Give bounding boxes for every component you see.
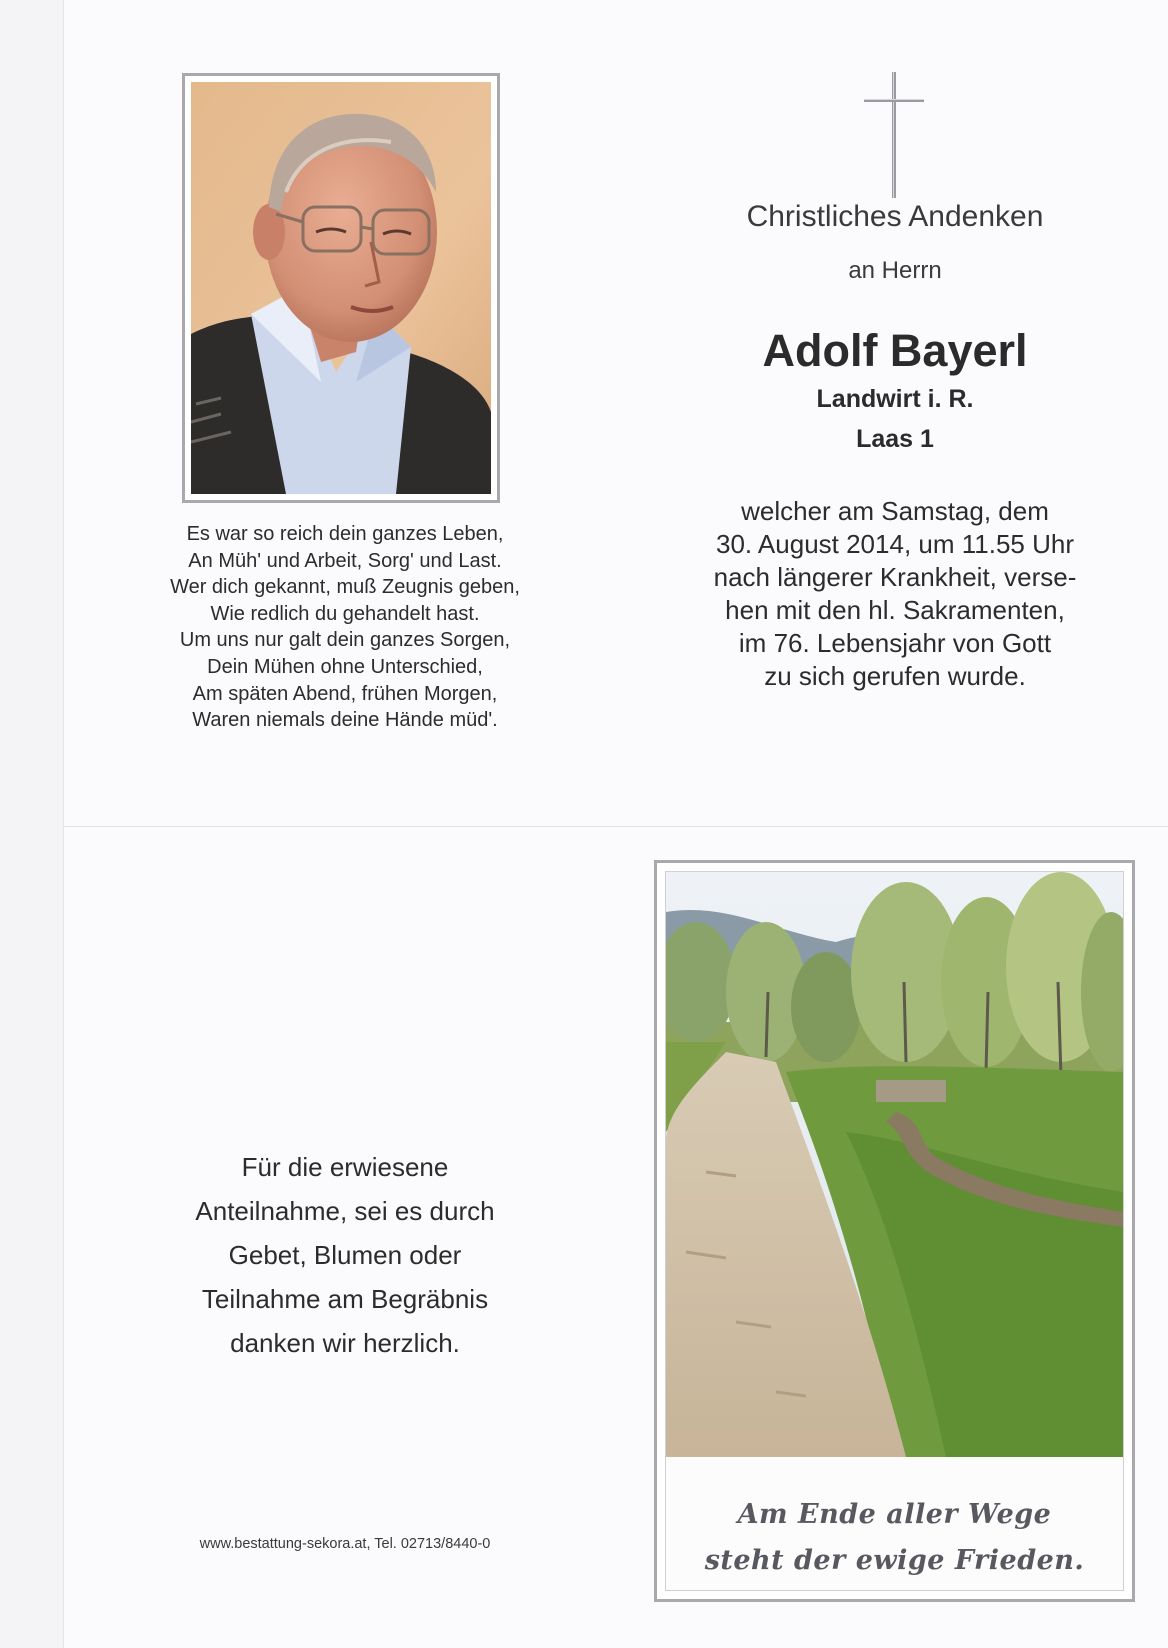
deceased-name: Adolf Bayerl — [762, 325, 1028, 376]
poem-line: Am späten Abend, frühen Morgen, — [192, 682, 498, 705]
poem-line: Dein Mühen ohne Unterschied, — [207, 655, 483, 678]
poem-line: An Müh' und Arbeit, Sorg' und Last. — [188, 549, 502, 572]
poem-line: Wie redlich du gehandelt hast. — [210, 602, 480, 625]
fold-line — [64, 826, 1168, 827]
landscape-photo — [666, 872, 1123, 1457]
salutation: an Herrn — [848, 257, 942, 284]
thanks-line: Gebet, Blumen oder — [228, 1240, 462, 1270]
poem-line: Es war so reich dein ganzes Leben, — [186, 523, 504, 545]
death-announcement — [680, 495, 1110, 693]
thanks-line: Anteilnahme, sei es durch — [195, 1196, 495, 1226]
portrait-photo-frame — [182, 73, 500, 503]
announcement-line: 30. August 2014, um 11.55 Uhr — [716, 529, 1074, 559]
motto — [666, 1492, 1123, 1584]
landscape-panel — [665, 871, 1124, 1591]
announcement-line: zu sich gerufen wurde. — [764, 661, 1026, 691]
poem-line: Wer dich gekannt, muß Zeugnis geben, — [170, 576, 520, 599]
deceased-address: Laas 1 — [856, 425, 934, 453]
thanks-line: Teilnahme am Begräbnis — [201, 1284, 489, 1314]
thanks-line: Für die erwiesene — [241, 1152, 449, 1182]
poem — [120, 521, 570, 734]
deceased-occupation: Landwirt i. R. — [816, 385, 974, 413]
thanks-note — [140, 1145, 550, 1365]
portrait-photo — [191, 82, 491, 494]
landscape-photo-frame — [654, 860, 1135, 1602]
announcement-line: im 76. Lebensjahr von Gott — [738, 628, 1052, 658]
funeral-home-contact: www.bestattung-sekora.at, Tel. 02713/8440-0 — [199, 1536, 491, 1552]
announcement-line: welcher am Samstag, dem — [741, 496, 1049, 526]
cross-icon — [862, 72, 926, 200]
thanks-line: danken wir herzlich. — [230, 1328, 460, 1358]
poem-line: Um uns nur galt dein ganzes Sorgen, — [179, 629, 511, 652]
announcement-line: nach längerer Krankheit, verse- — [713, 562, 1077, 592]
card-heading: Christliches Andenken — [746, 200, 1044, 233]
announcement-line: hen mit den hl. Sakramenten, — [725, 595, 1065, 625]
poem-line: Waren niemals deine Hände müd'. — [192, 709, 498, 732]
motto-line: Am Ende aller Wege — [737, 1499, 1052, 1530]
motto-line: steht der ewige Frieden. — [704, 1545, 1085, 1576]
